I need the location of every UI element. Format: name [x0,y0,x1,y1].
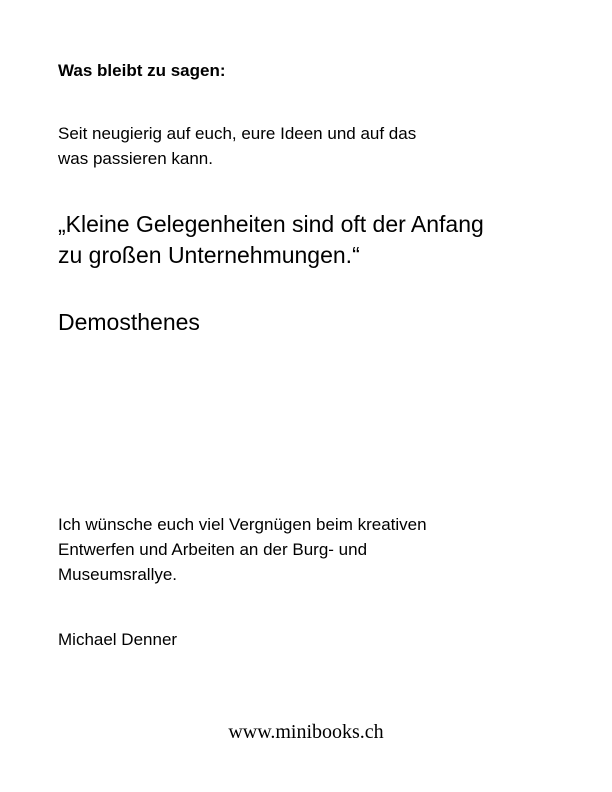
wish-line-2: Entwerfen und Arbeiten an der Burg- und [58,540,368,559]
wish-line-3: Museumsrallye. [58,565,178,584]
footer-url-text: www.minibooks.ch [228,721,384,743]
footer-url [0,718,612,746]
signature [58,627,578,652]
wish-line-1: Ich wünsche euch viel Vergnügen beim kreativen [58,515,427,534]
quote-author-text: Demosthenes [58,309,200,335]
intro-paragraph [58,121,578,171]
section-heading [58,59,578,83]
quote-line-2: zu großen Unternehmungen.“ [58,242,360,268]
signature-text: Michael Denner [58,630,178,649]
wish-paragraph [58,512,578,587]
intro-line-1: Seit neugierig auf euch, eure Ideen und auf das [58,124,417,143]
quote-line-1: „Kleine Gelegenheiten sind oft der Anfang [58,211,484,237]
quote-paragraph [58,209,578,271]
intro-line-2: was passieren kann. [58,149,213,168]
quote-author [58,307,578,338]
section-heading-text: Was bleibt zu sagen: [58,61,226,80]
